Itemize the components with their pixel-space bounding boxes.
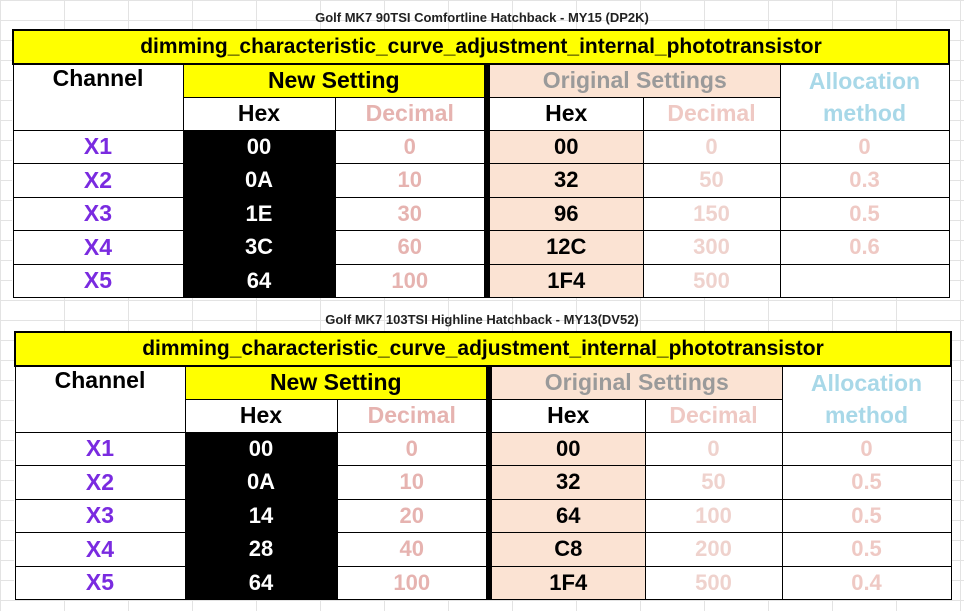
allocation-cell: 0.5 [782,466,951,500]
new-hex-cell: 64 [183,264,335,298]
new-hex-header: Hex [185,399,337,432]
table-title: dimming_characteristic_curve_adjustment_internal_phototransistor [15,332,951,366]
original-decimal-cell: 300 [643,231,780,265]
new-hex-cell: 28 [185,533,337,567]
table-row [13,130,949,164]
channel-cell: X2 [15,466,185,500]
channel-header: Channel [13,64,183,130]
new-hex-header: Hex [183,97,335,130]
original-hex-cell: 32 [487,164,643,198]
channel-cell: X3 [13,197,183,231]
new-decimal-header: Decimal [337,399,489,432]
allocation-cell: 0 [782,432,951,466]
new-decimal-cell: 0 [335,130,487,164]
table-title: dimming_characteristic_curve_adjustment_internal_phototransistor [13,30,949,64]
new-hex-cell: 64 [185,566,337,600]
original-decimal-cell: 0 [645,432,782,466]
table-row [15,566,951,600]
allocation-cell: 0.5 [780,197,949,231]
table-caption: Golf MK7 90TSI Comfortline Hatchback - MY15 (DP2K) [315,10,649,25]
new-hex-cell: 0A [183,164,335,198]
new-hex-cell: 0A [185,466,337,500]
original-decimal-cell: 50 [645,466,782,500]
original-decimal-header: Decimal [643,97,780,130]
settings-table [14,331,952,600]
original-hex-header: Hex [489,399,645,432]
allocation-cell: 0.6 [780,231,949,265]
new-decimal-cell: 0 [337,432,489,466]
channel-cell: X2 [13,164,183,198]
new-decimal-header: Decimal [335,97,487,130]
new-decimal-cell: 20 [337,499,489,533]
new-hex-cell: 00 [183,130,335,164]
channel-cell: X3 [15,499,185,533]
original-decimal-cell: 50 [643,164,780,198]
original-settings-header: Original Settings [487,64,780,97]
allocation-cell: 0.3 [780,164,949,198]
channel-cell: X4 [13,231,183,265]
table-caption: Golf MK7 103TSI Highline Hatchback - MY13(DV52) [325,312,639,327]
new-hex-cell: 14 [185,499,337,533]
new-decimal-cell: 30 [335,197,487,231]
original-decimal-header: Decimal [645,399,782,432]
original-decimal-cell: 200 [645,533,782,567]
allocation-cell: 0.5 [782,533,951,567]
table-row [13,231,949,265]
table-row [13,164,949,198]
original-decimal-cell: 0 [643,130,780,164]
table-row [15,499,951,533]
new-decimal-cell: 100 [337,566,489,600]
table-row [15,432,951,466]
new-hex-cell: 1E [183,197,335,231]
original-decimal-cell: 150 [643,197,780,231]
original-settings-header: Original Settings [489,366,782,399]
table-row [15,533,951,567]
new-decimal-cell: 60 [335,231,487,265]
original-hex-cell: 00 [487,130,643,164]
original-decimal-cell: 500 [645,566,782,600]
original-decimal-cell: 100 [645,499,782,533]
table-row [13,197,949,231]
table-row [13,264,949,298]
allocation-cell: 0.4 [782,566,951,600]
allocation-cell [780,264,949,298]
settings-table [12,29,950,298]
allocation-method-header: Allocation method [780,64,949,130]
new-decimal-cell: 100 [335,264,487,298]
new-decimal-cell: 10 [337,466,489,500]
channel-cell: X5 [13,264,183,298]
table-row [15,466,951,500]
allocation-cell: 0.5 [782,499,951,533]
original-decimal-cell: 500 [643,264,780,298]
allocation-cell: 0 [780,130,949,164]
new-hex-cell: 3C [183,231,335,265]
allocation-method-header: Allocation method [782,366,951,432]
original-hex-header: Hex [487,97,643,130]
original-hex-cell: 1F4 [487,264,643,298]
channel-cell: X1 [13,130,183,164]
channel-cell: X4 [15,533,185,567]
original-hex-cell: 12C [487,231,643,265]
new-decimal-cell: 10 [335,164,487,198]
original-hex-cell: 96 [487,197,643,231]
original-hex-cell: 00 [489,432,645,466]
new-decimal-cell: 40 [337,533,489,567]
original-hex-cell: 32 [489,466,645,500]
new-setting-header: New Setting [183,64,487,97]
new-setting-header: New Setting [185,366,489,399]
new-hex-cell: 00 [185,432,337,466]
channel-cell: X1 [15,432,185,466]
original-hex-cell: 1F4 [489,566,645,600]
original-hex-cell: 64 [489,499,645,533]
channel-header: Channel [15,366,185,432]
original-hex-cell: C8 [489,533,645,567]
channel-cell: X5 [15,566,185,600]
